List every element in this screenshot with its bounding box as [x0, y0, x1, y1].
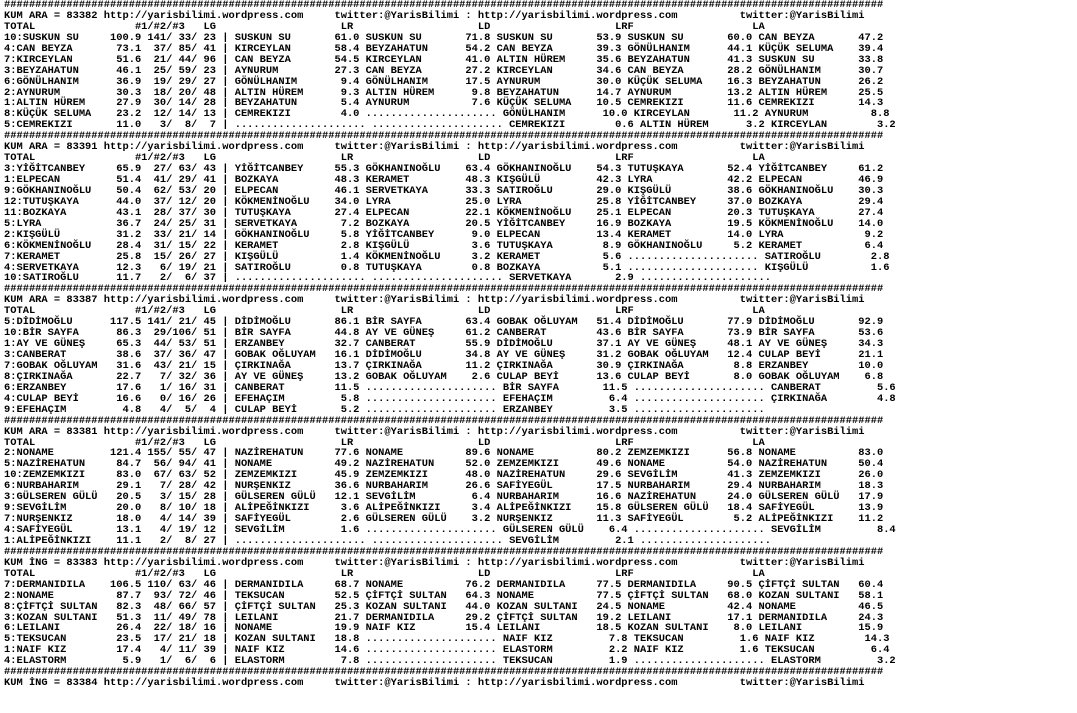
data-line: 1:ELPECAN 51.4 41/ 29/ 41 | BOZKAYA 48.3 KERAMET 48.3 KIŞGÜLÜ 42.3 LYRA 42.2 ELPECAN 46.9: [4, 174, 884, 186]
data-line: 2:AYNURUM 30.3 18/ 20/ 48 | ALTIN HÜREM 9.3 ALTIN HÜREM 9.8 BEYZAHATUN 14.7 AYNURUM 13.2 ALTIN HÜREM 25.5: [4, 86, 884, 99]
data-line: 9:SEVGİLİM 20.0 8/ 10/ 18 | ALİPEĞİNKIZI 3.6 ALİPEĞİNKIZI 3.4 ALİPEĞİNKIZI 15.8 GÜLSEREN GÜLÜ 18.4 SAFİYEGÜL 13.9: [4, 502, 884, 515]
separator-line: #############################################################################################################################################: [4, 130, 884, 143]
data-line: 6:KÖKMENİNOĞLU 28.4 31/ 15/ 22 | KERAMET 2.8 KIŞGÜLÜ 3.6 TUTUŞKAYA 8.9 GÖKHANINOĞLU 5.2 KERAMET 6.4: [4, 239, 884, 252]
race-header-line: KUM İNG = 83384 http://yarisbilimi.wordpress.com twitter:@YarisBilimi : http://yarisbilimi.wordpress.com twitter:@YarisBilimi: [4, 677, 865, 690]
data-line: 6:ERZANBEY 17.6 1/ 16/ 31 | CANBERAT 11.5 ..................... BİR SAYFA 11.5 ..................... CANBERAT 5.6: [4, 381, 896, 394]
separator-line: #############################################################################################################################################: [4, 545, 884, 558]
data-line: 1:NAIF KIZ 17.4 4/ 11/ 39 | NAIF KIZ 14.6 ..................... ELASTORM 2.2 NAIF KIZ 1.6 TEKSUCAN 6.4: [4, 644, 890, 657]
data-line: 5:TEKSUCAN 23.5 17/ 21/ 18 | KOZAN SULTANI 18.8 ..................... NAIF KIZ 7.8 TEKSUCAN 1.6 NAIF KIZ 14.3: [4, 633, 890, 646]
data-line: 2:NONAME 121.4 155/ 55/ 47 | NAZİREHATUN 77.6 NONAME 89.6 NONAME 80.2 ZEMZEMKIZI 56.8 NONAME 83.0: [4, 447, 884, 460]
data-line: 7:KIRCEYLAN 51.6 21/ 44/ 96 | CAN BEYZA 54.5 KIRCEYLAN 41.0 ALTIN HÜREM 35.6 BEYZAHATUN 41.3 SUSKUN SU 33.8: [4, 53, 884, 66]
column-header-line: TOTAL #1/#2/#3 LG LR LD LRF LA: [4, 436, 765, 449]
data-line: 5:LYRA 36.7 24/ 25/ 31 | SERVETKAYA 7.2 BOZKAYA 20.5 YİĞİTCANBEY 16.9 BOZKAYA 19.5 KÖKMENİNOĞLU 14.0: [4, 217, 884, 230]
data-line: 4:SERVETKAYA 12.3 6/ 19/ 21 | SATIROĞLU 0.8 TUTUŞKAYA 0.8 BOZKAYA 5.1 ..................... KIŞGÜLÜ 1.6: [4, 261, 890, 274]
data-line: 5:NAZİREHATUN 84.7 56/ 94/ 41 | NONAME 49.2 NAZİREHATUN 52.0 ZEMZEMKIZI 49.6 NONAME 54.0 NAZİREHATUN 50.4: [4, 458, 884, 471]
column-header-line: TOTAL #1/#2/#3 LG LR LD LRF LA: [4, 20, 765, 33]
separator-line: #############################################################################################################################################: [4, 414, 884, 427]
data-line: 10:SUSKUN SU 100.9 141/ 33/ 23 | SUSKUN SU 61.0 SUSKUN SU 71.8 SUSKUN SU 53.9 SUSKUN SU 60.0 CAN BEYZA 47.2: [4, 31, 884, 44]
separator-line: #############################################################################################################################################: [4, 666, 884, 679]
data-line: 12:TUTUŞKAYA 44.0 37/ 12/ 20 | KÖKMENİNOĞLU 34.0 LYRA 25.0 LYRA 25.8 YİĞİTCANBEY 37.0 BOZKAYA 29.4: [4, 195, 884, 208]
data-line: 8:ÇIRKINAĞA 22.7 7/ 32/ 36 | AY VE GÜNEŞ 13.2 GOBAK OĞLUYAM 2.6 CULAP BEYİ 13.6 CULAP BEYİ 8.0 GOBAK OĞLUYAM 6.8: [4, 370, 884, 383]
separator-line: #############################################################################################################################################: [4, 0, 884, 11]
data-line: 10:SATIROĞLU 11.7 2/ 6/ 37 | ..................... ..................... SERVETKAYA 2.9 .....................: [4, 272, 771, 285]
column-header-line: TOTAL #1/#2/#3 LG LR LD LRF LA: [4, 305, 765, 318]
data-line: 4:SAFİYEGÜL 13.1 4/ 19/ 12 | SEVGİLİM 1.6 ..................... GÜLSEREN GÜLÜ 6.4 ..................... SEVGİLİM 8.4: [4, 524, 896, 536]
data-line: 6:GÖNÜLHANIM 36.9 19/ 29/ 27 | GÖNÜLHANIM 9.4 GÖNÜLHANIM 17.5 AYNURUM 30.0 KÜÇÜK SELUMA 16.3 BEYZAHATUN 26.2: [4, 75, 884, 88]
data-line: 7:GOBAK OĞLUYAM 31.6 43/ 21/ 15 | ÇIRKINAĞA 13.7 ÇIRKINAĞA 11.2 ÇIRKINAĞA 30.9 ÇIRKINAĞA 8.8 ERZANBEY 10.0: [4, 359, 884, 372]
data-line: 1:ALİPEĞİNKIZI 11.1 2/ 8/ 27 | ..................... ..................... SEVGİLİM 2.1 .....................: [4, 534, 771, 547]
data-line: 10:ZEMZEMKIZI 83.0 67/ 63/ 52 | ZEMZEMKIZI 45.9 ZEMZEMKIZI 48.0 NAZİREHATUN 29.6 SEVGİLİM 41.3 ZEMZEMKIZI 26.0: [4, 469, 884, 482]
data-line: 8:ÇİFTÇİ SULTAN 82.3 48/ 66/ 57 | ÇİFTÇİ SULTAN 25.3 KOZAN SULTANI 44.0 KOZAN SULTANI 24.5 NONAME 42.4 NONAME 46.5: [4, 600, 884, 613]
data-line: 9:GÖKHANINOĞLU 50.4 62/ 53/ 20 | ELPECAN 46.1 SERVETKAYA 33.3 SATIROĞLU 29.0 KIŞGÜLÜ 38.6 GÖKHANINOĞLU 30.3: [4, 184, 884, 197]
data-line: 3:CANBERAT 38.6 37/ 36/ 47 | GOBAK OĞLUYAM 16.1 DİDİMOĞLU 34.8 AY VE GÜNEŞ 31.2 GOBAK OĞLUYAM 12.4 CULAP BEYİ 21.1: [4, 349, 884, 361]
data-line: 1:ALTIN HÜREM 27.9 30/ 14/ 28 | BEYZAHATUN 5.4 AYNURUM 7.6 KÜÇÜK SELUMA 10.5 CEMREKIZI 11.6 CEMREKIZI 14.3: [4, 97, 884, 110]
data-line: 2:KIŞGÜLÜ 31.2 33/ 21/ 14 | GÖKHANINOĞLU 5.8 YİĞİTCANBEY 9.0 ELPECAN 13.4 KERAMET 14.0 LYRA 9.2: [4, 228, 884, 241]
race-header-line: KUM ARA = 83382 http://yarisbilimi.wordpress.com twitter:@YarisBilimi : http://yarisbilimi.wordpress.com twitter:@YarisBilimi: [4, 9, 865, 22]
column-header-line: TOTAL #1/#2/#3 LG LR LD LRF LA: [4, 567, 765, 580]
data-line: 3:KOZAN SULTANI 51.3 11/ 49/ 78 | LEILANI 21.7 DERMANIDILA 29.2 ÇİFTÇİ SULTAN 19.2 LEILANI 17.1 DERMANIDILA 24.3: [4, 611, 884, 624]
race-header-line: KUM ARA = 83387 http://yarisbilimi.wordpress.com twitter:@YarisBilimi : http://yarisbilimi.wordpress.com twitter:@YarisBilimi: [4, 294, 865, 307]
separator-line: #############################################################################################################################################: [4, 283, 884, 296]
data-line: 6:NURBAHARIM 29.1 7/ 28/ 42 | NURŞENKIZ 36.6 NURBAHARIM 26.6 SAFİYEGÜL 17.5 NURBAHARIM 29.4 NURBAHARIM 18.3: [4, 480, 884, 493]
data-line: 3:BEYZAHATUN 46.1 25/ 59/ 23 | AYNURUM 27.3 CAN BEYZA 27.2 KIRCEYLAN 34.6 CAN BEYZA 28.2 GÖNÜLHANIM 30.7: [4, 64, 884, 77]
data-line: 6:LEILANI 26.4 22/ 18/ 16 | NONAME 19.9 NAIF KIZ 15.4 LEILANI 18.5 KOZAN SULTANI 8.0 LEILANI 15.9: [4, 622, 884, 635]
data-line: 4:ELASTORM 5.9 1/ 6/ 6 | ELASTORM 7.8 ..................... TEKSUCAN 1.9 ..................... ELASTORM 3.2: [4, 655, 896, 668]
data-line: 3:YİĞİTCANBEY 65.9 27/ 63/ 43 | YİĞİTCANBEY 55.3 GÖKHANINOĞLU 63.4 GÖKHANINOĞLU 54.3 TUTUŞKAYA 52.4 YİĞİTCANBEY 61.2: [4, 163, 884, 176]
data-line: 8:KÜÇÜK SELUMA 23.2 12/ 14/ 13 | CEMREKIZI 4.0 ..................... GÖNÜLHANIM 10.0 KIRCEYLAN 11.2 AYNURUM 8.8: [4, 108, 890, 121]
data-line: 9:EFEHAÇIM 4.8 4/ 5/ 4 | CULAP BEYİ 5.2 ..................... ERZANBEY 3.5 .....................: [4, 403, 765, 416]
data-line: 10:BİR SAYFA 86.3 29/106/ 51 | BİR SAYFA 44.8 AY VE GÜNEŞ 61.2 CANBERAT 43.6 BİR SAYFA 73.9 BİR SAYFA 53.6: [4, 327, 884, 340]
data-line: 7:NURŞENKIZ 18.0 4/ 14/ 39 | SAFİYEGÜL 2.6 GÜLSEREN GÜLÜ 3.2 NURŞENKIZ 11.3 SAFİYEGÜL 5.2 ALİPEĞİNKIZI 11.2: [4, 513, 884, 526]
data-line: 5:DİDİMOĞLU 117.5 141/ 21/ 45 | DİDİMOĞLU 86.1 BİR SAYFA 63.4 GOBAK OĞLUYAM 51.4 DİDİMOĞLU 77.9 DİDİMOĞLU 92.9: [4, 316, 884, 329]
data-line: 7:DERMANIDILA 106.5 110/ 63/ 46 | DERMANIDILA 68.7 NONAME 76.2 DERMANIDILA 77.5 DERMANIDILA 90.5 ÇİFTÇİ SULTAN 60.4: [4, 578, 884, 591]
data-line: 1:AY VE GÜNEŞ 65.3 44/ 53/ 51 | ERZANBEY 32.7 CANBERAT 55.9 DİDİMOĞLU 37.1 AY VE GÜNEŞ 48.1 AY VE GÜNEŞ 34.3: [4, 338, 884, 351]
data-line: 7:KERAMET 25.8 15/ 26/ 27 | KIŞGÜLÜ 1.4 KÖKMENİNOĞLU 3.2 KERAMET 5.6 ..................... SATIROĞLU 2.8: [4, 250, 890, 263]
column-header-line: TOTAL #1/#2/#3 LG LR LD LRF LA: [4, 152, 765, 165]
data-line: 5:CEMREKIZI 11.0 3/ 8/ 7 | ..................... ..................... CEMREKIZI 0.6 ALTIN HÜREM 3.2 KIRCEYLAN 3.2: [4, 119, 896, 132]
race-header-line: KUM ARA = 83391 http://yarisbilimi.wordpress.com twitter:@YarisBilimi : http://yarisbilimi.wordpress.com twitter:@YarisBilimi: [4, 141, 865, 154]
race-header-line: KUM İNG = 83383 http://yarisbilimi.wordpress.com twitter:@YarisBilimi : http://yarisbilimi.wordpress.com twitter:@YarisBilimi: [4, 556, 865, 569]
data-line: 4:CAN BEYZA 73.1 37/ 85/ 41 | KIRCEYLAN 58.4 BEYZAHATUN 54.2 CAN BEYZA 39.3 GÖNÜLHANIM 44.1 KÜÇÜK SELUMA 39.4: [4, 42, 884, 55]
data-line: 2:NONAME 87.7 93/ 72/ 46 | TEKSUCAN 52.5 ÇİFTÇİ SULTAN 64.3 NONAME 77.5 ÇİFTÇİ SULTAN 68.0 KOZAN SULTANI 58.1: [4, 589, 884, 602]
race-header-line: KUM ARA = 83381 http://yarisbilimi.wordpress.com twitter:@YarisBilimi : http://yarisbilimi.wordpress.com twitter:@YarisBilimi: [4, 425, 865, 438]
data-line: 4:CULAP BEYİ 16.6 0/ 16/ 26 | EFEHAÇIM 5.8 ..................... EFEHAÇIM 6.4 ..................... ÇIRKINAĞA 4.8: [4, 392, 896, 405]
data-line: 11:BOZKAYA 43.1 28/ 37/ 30 | TUTUŞKAYA 27.4 ELPECAN 22.1 KÖKMENİNOĞLU 25.1 ELPECAN 20.3 TUTUŞKAYA 27.4: [4, 206, 884, 219]
data-line: 3:GÜLSEREN GÜLÜ 20.5 3/ 15/ 28 | GÜLSEREN GÜLÜ 12.1 SEVGİLİM 6.4 NURBAHARIM 16.6 NAZİREHATUN 24.0 GÜLSEREN GÜLÜ 17.9: [4, 491, 884, 504]
